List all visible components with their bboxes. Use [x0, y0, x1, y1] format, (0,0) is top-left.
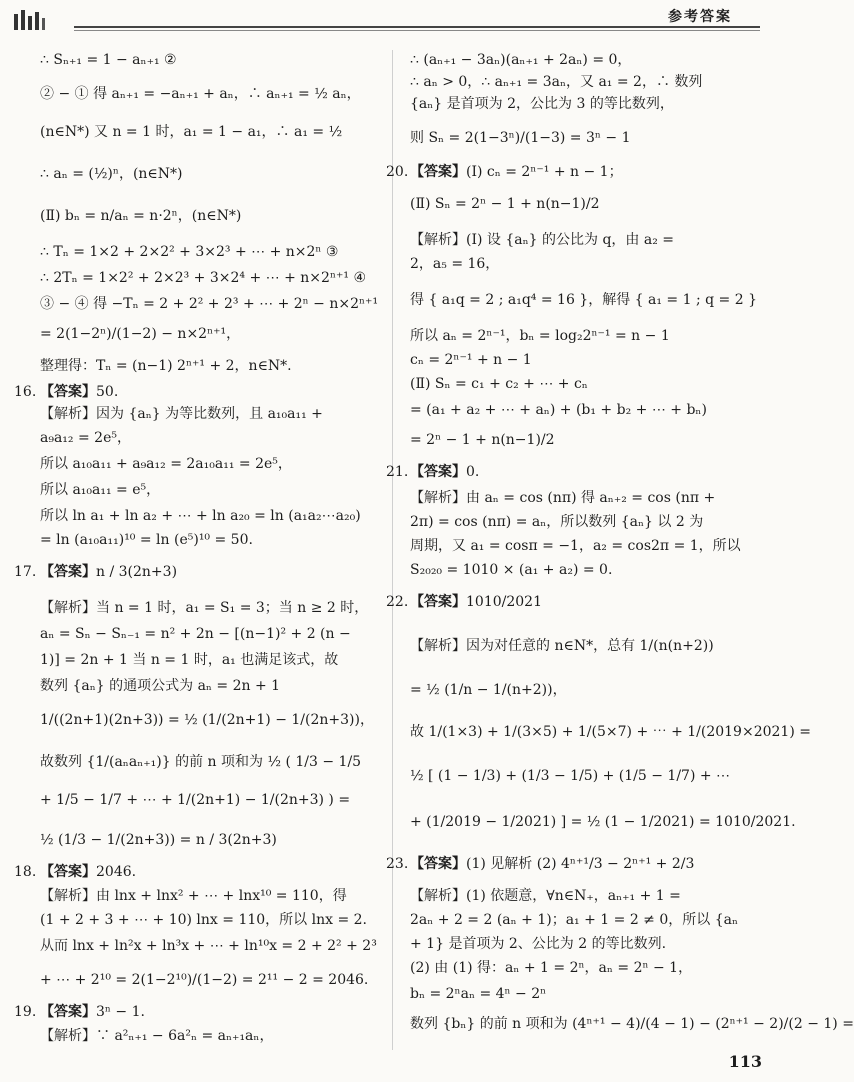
text-line: 所以 aₙ = 2ⁿ⁻¹，bₙ = log₂2ⁿ⁻¹ = n − 1	[410, 328, 670, 344]
text-line: 数列 {bₙ} 的前 n 项和为 (4ⁿ⁺¹ − 4)/(4 − 1) − (2ⁿ⁺¹ − 2)/(2 − 1) =	[410, 1016, 854, 1032]
text-line: ∴ Sₙ₊₁ = 1 − aₙ₊₁ ②	[40, 52, 177, 68]
question-number: 17.	[14, 564, 37, 580]
text-line: ½ [ (1 − 1/3) + (1/3 − 1/5) + (1/5 − 1/7) + ⋯	[410, 768, 731, 784]
answer-label: 【答案】	[40, 564, 96, 580]
text-line: 所以 ln a₁ + ln a₂ + ⋯ + ln a₂₀ = ln (a₁a₂⋯a₂₀)	[40, 508, 361, 524]
text-line: 数列 {aₙ} 的通项公式为 aₙ = 2n + 1	[40, 678, 281, 694]
text-line: 【解析】当 n = 1 时，a₁ = S₁ = 3；当 n ≥ 2 时，	[40, 600, 369, 616]
answer-line	[410, 462, 479, 482]
header-rule-thin	[74, 30, 760, 31]
answer-value: 1010/2021	[466, 594, 542, 610]
text-line: ∴ 2Tₙ = 1×2² + 2×2³ + 3×2⁴ + ⋯ + n×2ⁿ⁺¹ ④	[40, 270, 366, 286]
text-line: 【解析】因为对任意的 n∈N*，总有 1/(n(n+2))	[410, 638, 714, 654]
answer-line	[410, 854, 694, 874]
text-line: 2aₙ + 2 = 2 (aₙ + 1)；a₁ + 1 = 2 ≠ 0，所以 {aₙ	[410, 912, 739, 928]
text-line: 2π) = cos (nπ) = aₙ，所以数列 {aₙ} 以 2 为	[410, 514, 704, 530]
text-line: a₉a₁₂ = 2e⁵，	[40, 430, 131, 446]
text-line: ∴ aₙ > 0，∴ aₙ₊₁ = 3aₙ，又 a₁ = 2，∴ 数列	[410, 74, 703, 90]
text-line: {aₙ} 是首项为 2，公比为 3 的等比数列，	[410, 96, 674, 112]
question-number: 20.	[386, 164, 409, 180]
text-line: ½ (1/3 − 1/(2n+3)) = n / 3(2n+3)	[40, 832, 277, 848]
text-line: (2) 由 (1) 得：aₙ + 1 = 2ⁿ，aₙ = 2ⁿ − 1，	[410, 960, 693, 976]
text-line: cₙ = 2ⁿ⁻¹ + n − 1	[410, 352, 532, 368]
text-line: + 1} 是首项为 2、公比为 2 的等比数列.	[410, 936, 667, 952]
text-line: (Ⅱ) Sₙ = 2ⁿ − 1 + n(n−1)/2	[410, 196, 600, 212]
question-number: 18.	[14, 864, 37, 880]
text-line: ③ − ④ 得 −Tₙ = 2 + 2² + 2³ + ⋯ + 2ⁿ − n×2ⁿ⁺¹	[40, 296, 379, 312]
text-line: = 2(1−2ⁿ)/(1−2) − n×2ⁿ⁺¹，	[40, 326, 241, 342]
text-line: + 1/5 − 1/7 + ⋯ + 1/(2n+1) − 1/(2n+3) ) =	[40, 792, 351, 808]
question-number: 22.	[386, 594, 409, 610]
text-line: 【解析】由 lnx + lnx² + ⋯ + lnx¹⁰ = 110，得	[40, 888, 347, 904]
answer-value: 2046.	[96, 864, 137, 880]
answer-value: (Ⅰ) cₙ = 2ⁿ⁻¹ + n − 1；	[466, 164, 623, 180]
answer-label: 【答案】	[410, 164, 466, 180]
text-line: 【解析】由 aₙ = cos (nπ) 得 aₙ₊₂ = cos (nπ +	[410, 490, 716, 506]
text-line: = 2ⁿ − 1 + n(n−1)/2	[410, 432, 555, 448]
text-line: 1/((2n+1)(2n+3)) = ½ (1/(2n+1) − 1/(2n+3))，	[40, 712, 374, 728]
text-line: 从而 lnx + ln²x + ln³x + ⋯ + ln¹⁰x = 2 + 2² + 2³	[40, 938, 377, 954]
header-title: 参考答案	[660, 6, 740, 26]
answer-value: 3ⁿ − 1.	[96, 1004, 145, 1020]
text-line: = ln (a₁₀a₁₁)¹⁰ = ln (e⁵)¹⁰ = 50.	[40, 532, 253, 548]
answer-value: 0.	[466, 464, 480, 480]
answer-value: 50.	[96, 384, 119, 400]
text-line: 得 { a₁q = 2 ; a₁q⁴ = 16 }，解得 { a₁ = 1 ; q = 2 }	[410, 292, 757, 308]
column-divider	[392, 50, 393, 1050]
text-line: 【解析】因为 {aₙ} 为等比数列，且 a₁₀a₁₁ +	[40, 406, 323, 422]
answer-line	[40, 382, 118, 402]
text-line: + ⋯ + 2¹⁰ = 2(1−2¹⁰)/(1−2) = 2¹¹ − 2 = 2046.	[40, 972, 369, 988]
text-line: ∴ Tₙ = 1×2 + 2×2² + 3×2³ + ⋯ + n×2ⁿ ③	[40, 244, 339, 260]
text-line: 故 1/(1×3) + 1/(3×5) + 1/(5×7) + ⋯ + 1/(2019×2021) =	[410, 724, 811, 740]
text-line: S₂₀₂₀ = 1010 × (a₁ + a₂) = 0.	[410, 562, 613, 578]
answer-value: (1) 见解析 (2) 4ⁿ⁺¹/3 − 2ⁿ⁺¹ + 2/3	[466, 856, 695, 872]
text-line: = ½ (1/n − 1/(n+2))，	[410, 682, 567, 698]
text-line: (Ⅱ) bₙ = n/aₙ = n·2ⁿ，(n∈N*)	[40, 208, 242, 224]
text-line: 【解析】∵ a²ₙ₊₁ − 6a²ₙ = aₙ₊₁aₙ，	[40, 1028, 274, 1044]
question-number: 19.	[14, 1004, 37, 1020]
answer-line	[410, 592, 542, 612]
text-line: 2，a₅ = 16，	[410, 256, 500, 272]
text-line: 故数列 {1/(aₙaₙ₊₁)} 的前 n 项和为 ½ ( 1/3 − 1/5	[40, 754, 362, 770]
answer-label: 【答案】	[410, 594, 466, 610]
question-number: 21.	[386, 464, 409, 480]
text-line: 【解析】(Ⅰ) 设 {aₙ} 的公比为 q，由 a₂ =	[410, 232, 675, 248]
answer-line	[40, 562, 177, 582]
page-header	[0, 0, 800, 42]
text-line: 1)] = 2n + 1 当 n = 1 时，a₁ 也满足该式，故	[40, 652, 339, 668]
text-line: (n∈N*) 又 n = 1 时，a₁ = 1 − a₁，∴ a₁ = ½	[40, 124, 343, 140]
answer-label: 【答案】	[410, 856, 466, 872]
question-number: 16.	[14, 384, 37, 400]
answer-label: 【答案】	[40, 384, 96, 400]
text-line: bₙ = 2ⁿaₙ = 4ⁿ − 2ⁿ	[410, 986, 547, 1002]
answer-line	[40, 862, 136, 882]
text-line: ∴ (aₙ₊₁ − 3aₙ)(aₙ₊₁ + 2aₙ) = 0，	[410, 52, 632, 68]
text-line: + (1/2019 − 1/2021) ] = ½ (1 − 1/2021) = 1010/2021.	[410, 814, 796, 830]
text-line: = (a₁ + a₂ + ⋯ + aₙ) + (b₁ + b₂ + ⋯ + bₙ)	[410, 402, 707, 418]
text-line: 所以 a₁₀a₁₁ + a₉a₁₂ = 2a₁₀a₁₁ = 2e⁵，	[40, 456, 292, 472]
text-line: (Ⅱ) Sₙ = c₁ + c₂ + ⋯ + cₙ	[410, 376, 588, 392]
text-line: 【解析】(1) 依题意，∀n∈N₊，aₙ₊₁ + 1 =	[410, 888, 681, 904]
text-line: 周期，又 a₁ = cosπ = −1，a₂ = cos2π = 1，所以	[410, 538, 741, 554]
text-line: 所以 a₁₀a₁₁ = e⁵，	[40, 482, 161, 498]
text-line: 则 Sₙ = 2(1−3ⁿ)/(1−3) = 3ⁿ − 1	[410, 130, 631, 146]
answer-label: 【答案】	[40, 864, 96, 880]
answer-line	[40, 1002, 145, 1022]
text-line: ② − ① 得 aₙ₊₁ = −aₙ₊₁ + aₙ，∴ aₙ₊₁ = ½ aₙ，	[40, 86, 361, 102]
answer-label: 【答案】	[410, 464, 466, 480]
answer-line	[410, 162, 623, 182]
text-line: (1 + 2 + 3 + ⋯ + 10) lnx = 110，所以 lnx = 2.	[40, 912, 368, 928]
text-line: aₙ = Sₙ − Sₙ₋₁ = n² + 2n − [(n−1)² + 2 (n −	[40, 626, 351, 642]
header-rule	[74, 26, 760, 28]
text-line: ∴ aₙ = (½)ⁿ，(n∈N*)	[40, 166, 183, 182]
answer-label: 【答案】	[40, 1004, 96, 1020]
book-logo-icon	[10, 8, 66, 32]
text-line: 整理得：Tₙ = (n−1) 2ⁿ⁺¹ + 2，n∈N*.	[40, 358, 292, 374]
question-number: 23.	[386, 856, 409, 872]
answer-value: n / 3(2n+3)	[96, 564, 178, 580]
page-number: 113	[728, 1052, 762, 1071]
